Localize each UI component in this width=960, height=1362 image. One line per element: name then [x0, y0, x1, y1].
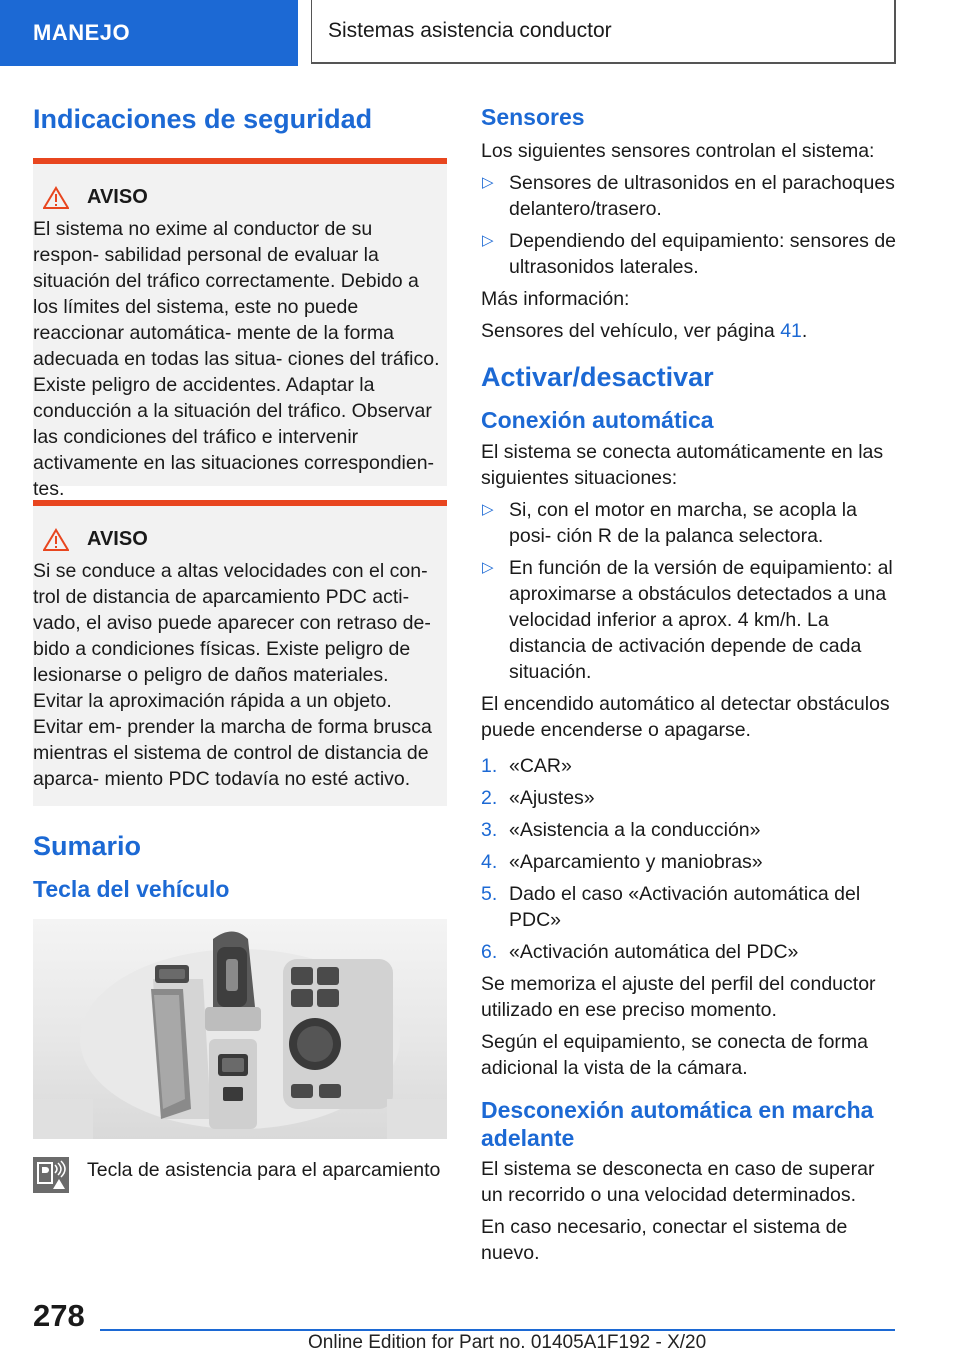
footer-edition: Online Edition for Part no. 01405A1F192 - X/20	[308, 1332, 707, 1353]
activate-title: Activar/desactivar	[481, 361, 714, 392]
warning-box-2	[33, 500, 447, 806]
center-console-photo	[33, 919, 447, 1139]
list-item: 6. «Activación automática del PDC»	[481, 940, 799, 963]
sensors-reference: Sensores del vehículo, ver página 41.	[481, 319, 808, 342]
left-column	[33, 96, 447, 1193]
auto-on-note: El encendido automático al detectar obstáculos puede encenderse o apagarse.	[481, 692, 890, 741]
warning-title	[33, 528, 443, 552]
warning-label: AVISO	[87, 186, 148, 209]
auto-on-list	[481, 497, 897, 685]
photo-caption	[33, 1157, 447, 1193]
camera-note: Según el equipamiento, se conecta de forma adicional la vista de la cámara.	[481, 1030, 869, 1079]
warning-label: AVISO	[87, 528, 148, 551]
right-column	[481, 96, 897, 1266]
footer-divider	[100, 1329, 895, 1331]
reconnect-text: En caso necesario, conectar el sistema de nuevo.	[481, 1216, 848, 1265]
parking-assist-icon	[33, 1157, 69, 1193]
safety-title: Indicaciones de seguridad	[33, 104, 373, 134]
header-section: MANEJO	[0, 0, 298, 66]
page-number: 278	[33, 1298, 85, 1333]
list-item: 4. «Aparcamiento y maniobras»	[481, 850, 763, 873]
sensors-list	[481, 170, 897, 280]
list-item: 1. «CAR»	[481, 754, 572, 777]
auto-off-text: El sistema se desconecta en caso de superar un recorrido o una velocidad determinados.	[481, 1158, 875, 1207]
auto-on-title: Conexión automática	[481, 407, 714, 434]
list-item: 2. «Ajustes»	[481, 786, 595, 809]
more-info-label: Más información:	[481, 287, 630, 310]
warning-triangle-icon	[43, 186, 69, 210]
list-item: ▷ Si, con el motor en marcha, se acopla la posi- ción R de la palanca selectora.	[482, 498, 857, 547]
triangle-bullet-icon: ▷	[482, 558, 494, 576]
sensors-intro: Los siguientes sensores controlan el sistema:	[481, 139, 875, 162]
list-item: ▷ Dependiendo del equipamiento: sensores de ultrasonidos laterales.	[482, 229, 897, 278]
warning-box-1	[33, 158, 447, 500]
profile-note: Se memoriza el ajuste del perfil del conductor utilizado en ese preciso momento.	[481, 972, 876, 1021]
warning-triangle-icon	[43, 528, 69, 552]
auto-on-intro: El sistema se conecta automáticamente en las siguientes situaciones:	[481, 440, 884, 489]
summary-title: Sumario	[33, 830, 142, 861]
vehicle-key-title: Tecla del vehículo	[33, 875, 230, 902]
triangle-bullet-icon: ▷	[482, 500, 494, 518]
steps-list	[481, 753, 897, 965]
list-item: ▷ Sensores de ultrasonidos en el parachoques delantero/trasero.	[482, 171, 895, 220]
list-item: 3. «Asistencia a la conducción»	[481, 818, 761, 841]
warning-text: Si se conduce a altas velocidades con el con- trol de distancia de aparcamiento PDC acti- vado, el aviso puede aparecer con retraso de- bido a condiciones físicas. Existe peligro de lesionarse o peligro de daños materiales. Evitar la aproximación rápida a un objeto. Evitar em- prender la marcha de forma brusca mientras el sistema de control de distancia de aparca- miento PDC todavía no esté activo.	[33, 559, 432, 790]
warning-text: El sistema no exime al conductor de su respon- sabilidad personal de evaluar la situación del tráfico correctamente. Debido a los límites del sistema, este no puede reaccionar automática- mente de la forma adecuada en todas las situa- ciones del tráfico. Existe peligro de accidentes. Adaptar la conducción a la situación del tráfico. Observar las condiciones del tráfico e intervenir activamente en las situaciones correspondien- tes.	[33, 217, 440, 500]
warning-title	[33, 186, 443, 210]
list-item: 5. Dado el caso «Activación automática del PDC»	[481, 882, 861, 931]
page-link[interactable]: 41	[780, 319, 802, 342]
auto-off-title: Desconexión automática en marcha adelante	[481, 1096, 874, 1151]
center-console-illustration	[33, 919, 447, 1139]
triangle-bullet-icon: ▷	[482, 173, 494, 191]
triangle-bullet-icon: ▷	[482, 231, 494, 249]
sensors-title: Sensores	[481, 104, 585, 130]
caption-text: Tecla de asistencia para el aparcamiento	[87, 1159, 441, 1182]
list-item: ▷ En función de la versión de equipamiento: al aproximarse a obstáculos detectados a una velocidad inferior a aprox. 4 km/h. La distancia de activación depende de cada situación.	[482, 556, 893, 683]
header-chapter: Sistemas asistencia conductor	[311, 0, 896, 64]
